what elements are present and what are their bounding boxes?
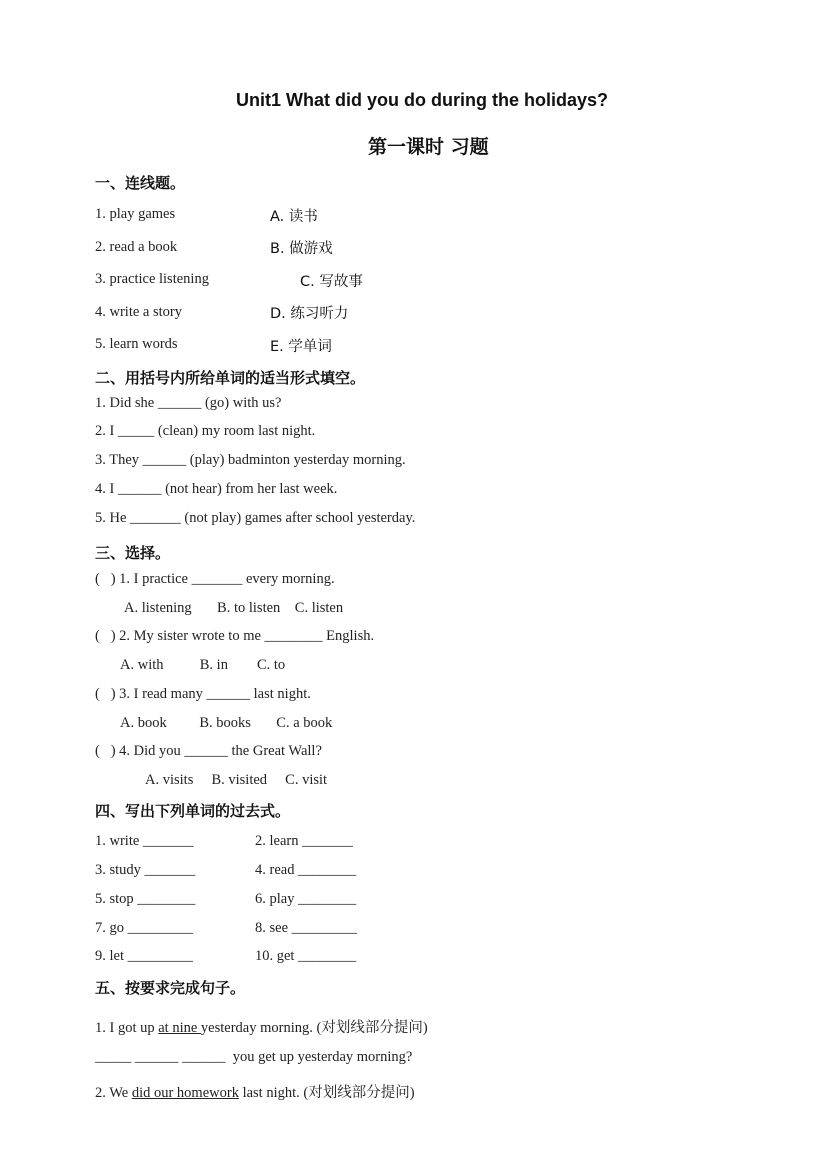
past-tense-left-5: 9. let _________ xyxy=(95,948,193,964)
past-tense-right-2: 4. read ________ xyxy=(255,862,357,878)
choice-question-1: ( ) 1. I practice _______ every morning. xyxy=(95,571,335,587)
past-tense-right-5: 10. get ________ xyxy=(255,948,357,964)
past-tense-left-2: 3. study _______ xyxy=(95,862,196,878)
fill-item-3: 3. They ______ (play) badminton yesterday morning. xyxy=(95,452,406,468)
past-tense-left-1: 1. write _______ xyxy=(95,833,194,849)
rewrite-question-2 xyxy=(95,1081,415,1102)
match-left-3: 3. practice listening xyxy=(95,271,209,287)
choice-question-4: ( ) 4. Did you ______ the Great Wall? xyxy=(95,743,322,759)
choice-options-3: A. book B. books C. a book xyxy=(120,715,333,731)
choice-question-2: ( ) 2. My sister wrote to me ________ English. xyxy=(95,628,375,644)
section-5-heading: 五、按要求完成句子。 xyxy=(95,979,246,997)
match-right-d: D. 练习听力 xyxy=(270,306,349,322)
section-2-heading: 二、用括号内所给单词的适当形式填空。 xyxy=(95,369,366,387)
choice-question-3: ( ) 3. I read many ______ last night. xyxy=(95,686,311,702)
past-tense-right-1: 2. learn _______ xyxy=(255,833,353,849)
match-right-b: B. 做游戏 xyxy=(270,241,333,257)
fill-item-4: 4. I ______ (not hear) from her last week. xyxy=(95,481,338,497)
choice-options-1: A. listening B. to listen C. listen xyxy=(124,600,344,616)
page-title: Unit1 What did you do during the holidays? xyxy=(236,90,608,110)
match-left-4: 4. write a story xyxy=(95,304,182,320)
match-left-1: 1. play games xyxy=(95,206,176,222)
choice-options-4: A. visits B. visited C. visit xyxy=(145,772,328,788)
lesson-subtitle: 第一课时 习题 xyxy=(368,136,489,158)
past-tense-right-4: 8. see _________ xyxy=(255,920,357,936)
section-1-heading: 一、连线题。 xyxy=(95,174,186,192)
rewrite-q2-underlined: did our homework xyxy=(131,1085,239,1101)
rewrite-q1-suffix: yesterday morning. (对划线部分提问) xyxy=(200,1020,428,1036)
rewrite-q2-suffix: last night. (对划线部分提问) xyxy=(238,1085,415,1101)
match-left-2: 2. read a book xyxy=(95,239,178,255)
section-3-heading: 三、选择。 xyxy=(95,544,171,562)
match-left-5: 5. learn words xyxy=(95,336,178,352)
fill-item-5: 5. He _______ (not play) games after school yesterday. xyxy=(95,510,416,526)
rewrite-q1-underlined: at nine xyxy=(158,1020,201,1036)
past-tense-right-3: 6. play ________ xyxy=(255,891,357,907)
match-right-e: E. 学单词 xyxy=(270,339,332,355)
match-right-c: C. 写故事 xyxy=(300,274,363,290)
rewrite-q2-prefix: 2. We xyxy=(95,1085,132,1101)
choice-options-2: A. with B. in C. to xyxy=(120,657,286,673)
fill-item-2: 2. I _____ (clean) my room last night. xyxy=(95,423,316,439)
past-tense-left-3: 5. stop ________ xyxy=(95,891,196,907)
rewrite-answer-1: _____ ______ ______ you get up yesterday morning? xyxy=(95,1049,413,1065)
past-tense-left-4: 7. go _________ xyxy=(95,920,193,936)
rewrite-q1-prefix: 1. I got up xyxy=(95,1020,159,1036)
rewrite-question-1 xyxy=(95,1016,428,1037)
fill-item-1: 1. Did she ______ (go) with us? xyxy=(95,395,282,411)
match-right-a: A. 读书 xyxy=(270,209,318,225)
section-4-heading: 四、写出下列单词的过去式。 xyxy=(95,802,291,820)
